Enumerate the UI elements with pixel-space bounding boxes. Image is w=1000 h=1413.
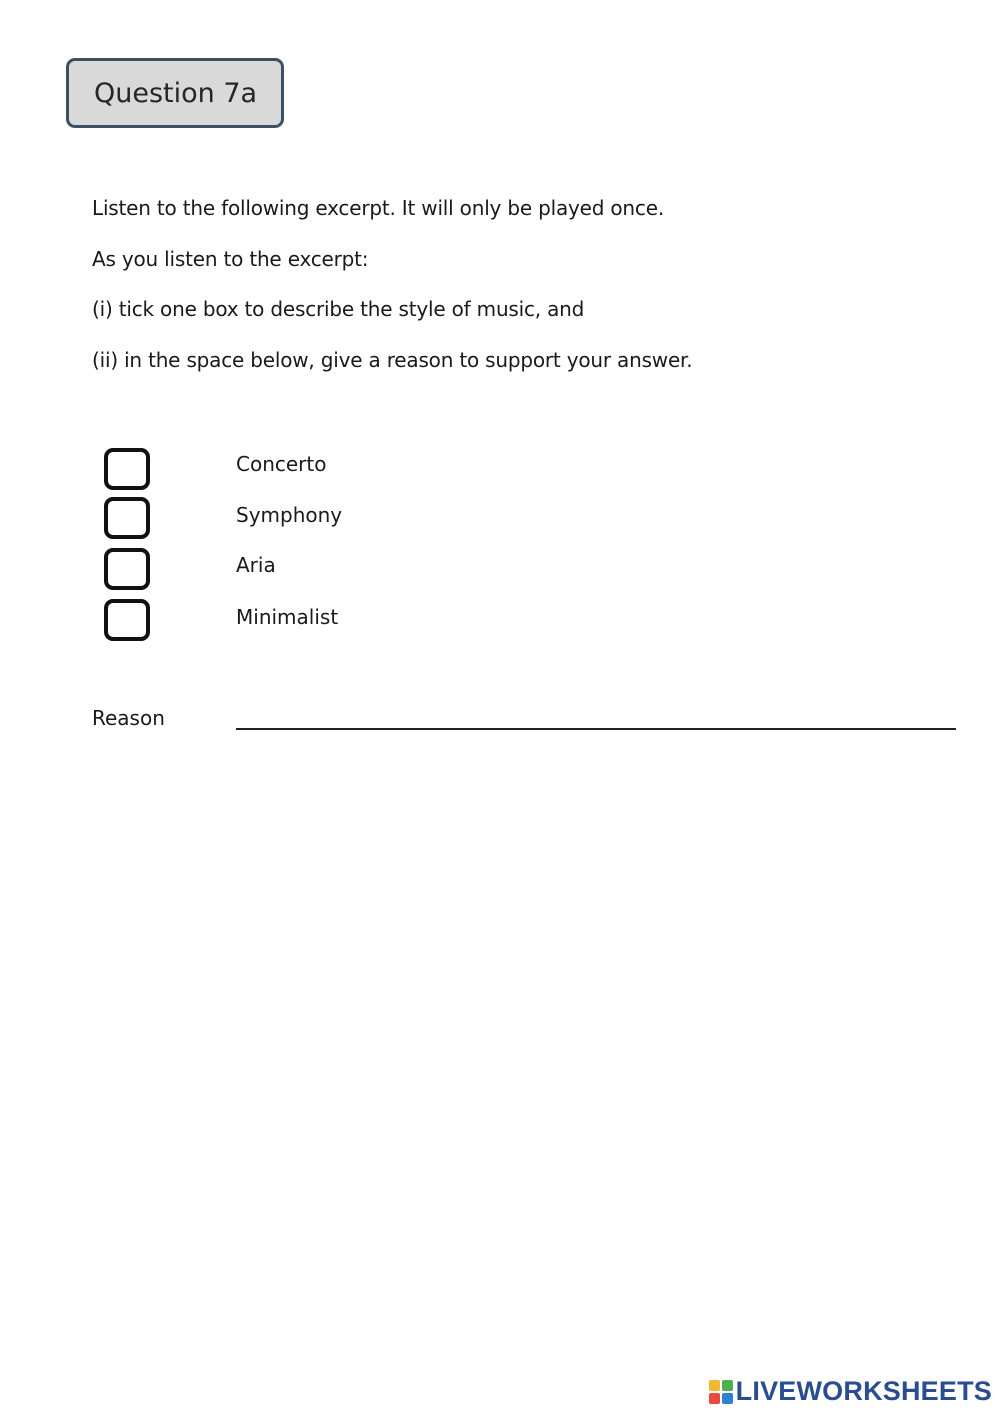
option-label-minimalist: Minimalist — [236, 605, 339, 629]
option-label-concerto: Concerto — [236, 452, 327, 476]
liveworksheets-watermark — [709, 1376, 992, 1407]
checkbox-aria[interactable] — [104, 548, 150, 590]
option-label-symphony: Symphony — [236, 503, 343, 527]
reason-input[interactable] — [236, 700, 956, 730]
option-label-aria: Aria — [236, 553, 276, 577]
instruction-line-3: (i) tick one box to describe the style of music, and — [92, 297, 585, 321]
instruction-line-4: (ii) in the space below, give a reason to support your answer. — [92, 348, 693, 372]
checkbox-concerto[interactable] — [104, 448, 150, 490]
instruction-line-1: Listen to the following excerpt. It will only be played once. — [92, 196, 664, 220]
question-title: Question 7a — [94, 77, 258, 109]
liveworksheets-logo-icon — [709, 1380, 733, 1404]
instruction-line-2: As you listen to the excerpt: — [92, 247, 369, 271]
reason-label: Reason — [92, 706, 165, 730]
question-title-box — [66, 58, 284, 128]
watermark-text: LIVEWORKSHEETS — [735, 1376, 992, 1406]
checkbox-minimalist[interactable] — [104, 599, 150, 641]
checkbox-symphony[interactable] — [104, 497, 150, 539]
